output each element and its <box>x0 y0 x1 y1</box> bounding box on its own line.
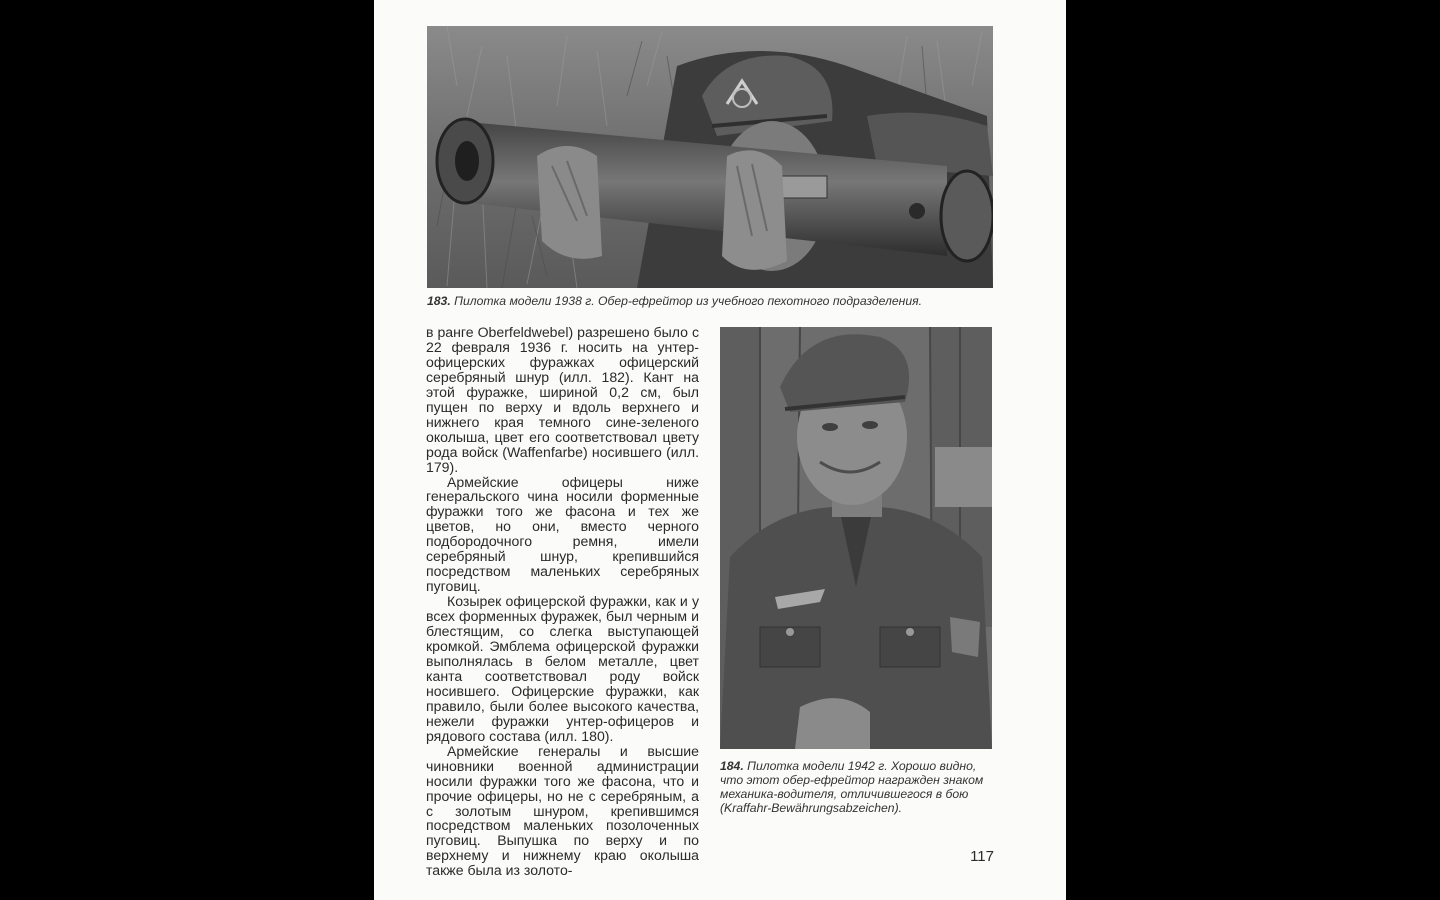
article-body <box>426 325 699 878</box>
figure-184-number: 184. <box>720 759 744 773</box>
book-page <box>374 0 1066 900</box>
paragraph: Армейские офицеры ниже генеральского чина носили форменные фуражки того же фасона и тех же цветов, но они, вместо черного подбородочного ремня, имели серебряный шнур, крепившийся посредством маленьких серебряных пуговиц. <box>426 473 699 595</box>
photo-184-soldier-portrait <box>720 327 992 749</box>
paragraph: в ранге Oberfeldwebel) разрешено было с 22 февраля 1936 г. носить на унтер-офицерских фуражках офицерский серебряный шнур (илл. 182). Кант на этой фуражке, шириной 0,2 см, был пущен по верху и вдоль верхнего и нижнего края темного сине-зеленого околыша, цвет его соответствовал цвету рода войск (Waffenfarbe) носившего (илл. 179). <box>426 324 699 475</box>
figure-183-caption-text: Пилотка модели 1938 г. Обер-ефрейтор из учебного пехотного подразделения. <box>454 294 923 308</box>
figure-183-number: 183. <box>427 294 451 308</box>
paragraph: Козырек офицерской фуражки, как и у всех форменных фуражек, был черным и блестящим, со слегка выступающей кромкой. Эмблема офицерской фуражки выполнялась в белом металле, цвет канта соответствовал роду войск носившего. Офицерские фуражки, как правило, были более высокого качества, нежели фуражки унтер-офицеров и рядового состава (илл. 180). <box>426 593 699 744</box>
caption-figure-183 <box>427 294 1007 308</box>
caption-figure-184 <box>720 759 996 815</box>
figure-184-caption-text: Пилотка модели 1942 г. Хорошо видно, что этот обер-ефрейтор награжден знаком механика-водителя, отличившегося в бою (Kraffahr-Bewährungsabzeichen). <box>720 759 984 816</box>
page-number: 117 <box>970 848 994 865</box>
photo-183-soldier-aiming <box>427 26 993 288</box>
paragraph: Армейские генералы и высшие чиновники военной администрации носили фуражки того же фасона, что и прочие офицеры, но не с серебряным, а с золотым шнуром, крепившимся посредством маленьких позолоченных пуговиц. Выпушка по верху и по верхнему и нижнему краю околыша также была из золото- <box>426 742 699 879</box>
